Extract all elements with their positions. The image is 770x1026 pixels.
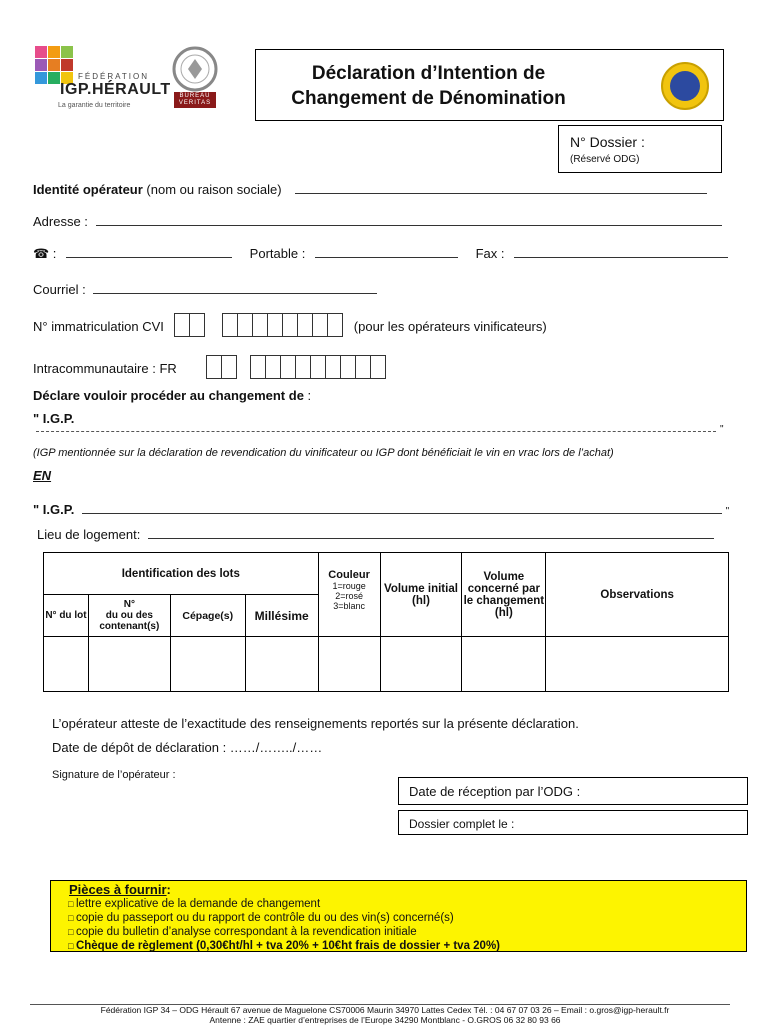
cell-observations[interactable] xyxy=(546,637,729,692)
intracom-grid-1[interactable] xyxy=(206,355,236,382)
couleur-header: Couleur 1=rouge 2=rosé 3=blanc xyxy=(318,553,380,637)
identite-row xyxy=(33,182,707,197)
pieces-box xyxy=(50,880,747,952)
footer-line-1: Fédération IGP 34 – ODG Hérault 67 avenue de Maguelone CS70006 Maurin 34970 Lattes Cedex Tél. : 04 67 07 03 26 – Email : o.gros@igp-herault.fr xyxy=(100,1005,670,1015)
list-item: □ copie du bulletin d’analyse correspondant à la revendication initiale xyxy=(68,925,500,939)
cell-couleur[interactable] xyxy=(318,637,380,692)
courriel-row xyxy=(33,282,377,297)
millesime-header: Millésime xyxy=(245,595,318,637)
ident-header: Identification des lots xyxy=(44,553,319,595)
portable-label: Portable : xyxy=(249,246,306,261)
fax-field[interactable] xyxy=(514,246,728,258)
courriel-label: Courriel : xyxy=(33,282,86,297)
intracom-label: Intracommunautaire : FR xyxy=(33,361,177,376)
portable-field[interactable] xyxy=(315,246,458,258)
bureau-veritas-logo xyxy=(166,45,224,113)
list-item: □ copie du passeport ou du rapport de contrôle du ou des vin(s) concerné(s) xyxy=(68,911,500,925)
courriel-field[interactable] xyxy=(93,282,377,294)
intracom-grid-2[interactable] xyxy=(250,355,385,382)
igp-row-2 xyxy=(33,502,729,517)
no-lot-header: N° du lot xyxy=(44,595,89,637)
bureau-veritas-text: BUREAU VERITAS xyxy=(178,93,212,106)
federation-small-text: FÉDÉRATION xyxy=(78,72,149,81)
identite-sub: (nom ou raison sociale) xyxy=(142,182,282,197)
federation-name: IGP.HÉRAULT xyxy=(60,81,171,98)
igp-field-2[interactable] xyxy=(82,502,722,514)
lieu-field[interactable] xyxy=(148,527,714,539)
igp-label-1: " I.G.P. xyxy=(33,411,75,426)
dossier-complet-box[interactable]: Dossier complet le : xyxy=(398,810,748,835)
federation-logo xyxy=(30,40,171,120)
table-row xyxy=(44,637,729,692)
igp-seal-icon xyxy=(661,62,709,110)
mosaic-icon xyxy=(35,46,75,86)
lieu-label: Lieu de logement: xyxy=(37,527,141,542)
adresse-label: Adresse : xyxy=(33,214,88,229)
igp-quote-1: " xyxy=(720,424,724,435)
page-title: Déclaration d’Intention de Changement de Dénomination xyxy=(291,63,566,109)
fax-label: Fax : xyxy=(475,246,505,261)
igp-label-2: " I.G.P. xyxy=(33,502,75,517)
phone-row xyxy=(33,246,728,262)
dossier-box[interactable] xyxy=(558,125,722,173)
dossier-sub: (Réservé ODG) xyxy=(570,154,640,165)
signature-label: Signature de l’opérateur : xyxy=(52,769,176,781)
cell-cepage[interactable] xyxy=(170,637,245,692)
cepage-header: Cépage(s) xyxy=(170,595,245,637)
lots-table xyxy=(43,552,729,692)
list-item: □ Chèque de règlement (0,30€ht/hl + tva 20% + 10€ht frais de dossier + tva 20%) xyxy=(68,939,500,953)
identite-label: Identité opérateur xyxy=(33,182,143,197)
footer-line-2: Antenne : ZAE quartier d’entreprises de l’Europe 34290 Montblanc - O.GROS 06 32 80 93 66 xyxy=(209,1015,561,1025)
cvi-note: (pour les opérateurs vinificateurs) xyxy=(353,319,547,334)
list-item: □ lettre explicative de la demande de changement xyxy=(68,897,500,911)
en-label: EN xyxy=(33,468,52,483)
identite-field[interactable] xyxy=(295,182,707,194)
dossier-label: N° Dossier : xyxy=(570,134,645,150)
reception-box[interactable]: Date de réception par l’ODG : xyxy=(398,777,748,805)
date-depot: Date de dépôt de déclaration : ……/……../…… xyxy=(52,740,323,755)
cell-no-contenant[interactable] xyxy=(88,637,170,692)
pieces-list xyxy=(68,897,500,953)
federation-tagline: La garantie du territoire xyxy=(58,102,131,109)
cell-volume-concerne[interactable] xyxy=(462,637,546,692)
declare-label: Déclare vouloir procéder au changement de xyxy=(33,388,304,403)
pieces-title: Pièces à fournir: xyxy=(69,882,171,897)
cvi-label: N° immatriculation CVI xyxy=(33,319,164,334)
volume-initial-header: Volume initial (hl) xyxy=(380,553,462,637)
attestation-text: L’opérateur atteste de l’exactitude des renseignements reportés sur la présente déclaration. xyxy=(52,716,579,731)
declare-row: Déclare vouloir procéder au changement de : xyxy=(33,388,312,403)
cell-volume-initial[interactable] xyxy=(380,637,462,692)
observations-header: Observations xyxy=(546,553,729,637)
cell-no-lot[interactable] xyxy=(44,637,89,692)
igp-note: (IGP mentionnée sur la déclaration de revendication du vinificateur ou IGP dont bénéficiait le vin en vrac lors de l’achat) xyxy=(33,447,614,459)
cvi-grid-2[interactable] xyxy=(222,313,342,340)
phone-label: ☎ : xyxy=(33,246,57,261)
title-box xyxy=(255,49,724,121)
adresse-field[interactable] xyxy=(96,214,722,226)
adresse-row xyxy=(33,214,722,229)
cvi-row xyxy=(33,313,547,339)
intracom-row xyxy=(33,355,385,381)
lieu-row xyxy=(37,527,714,542)
no-contenant-header: N° du ou des contenant(s) xyxy=(88,595,170,637)
cell-millesime[interactable] xyxy=(245,637,318,692)
igp-quote-2: " xyxy=(725,506,730,517)
phone-field[interactable] xyxy=(66,246,232,258)
igp-field-1[interactable] xyxy=(36,431,716,432)
cvi-grid-1[interactable] xyxy=(174,313,204,340)
volume-concerne-header: Volume concerné par le changement (hl) xyxy=(462,553,546,637)
